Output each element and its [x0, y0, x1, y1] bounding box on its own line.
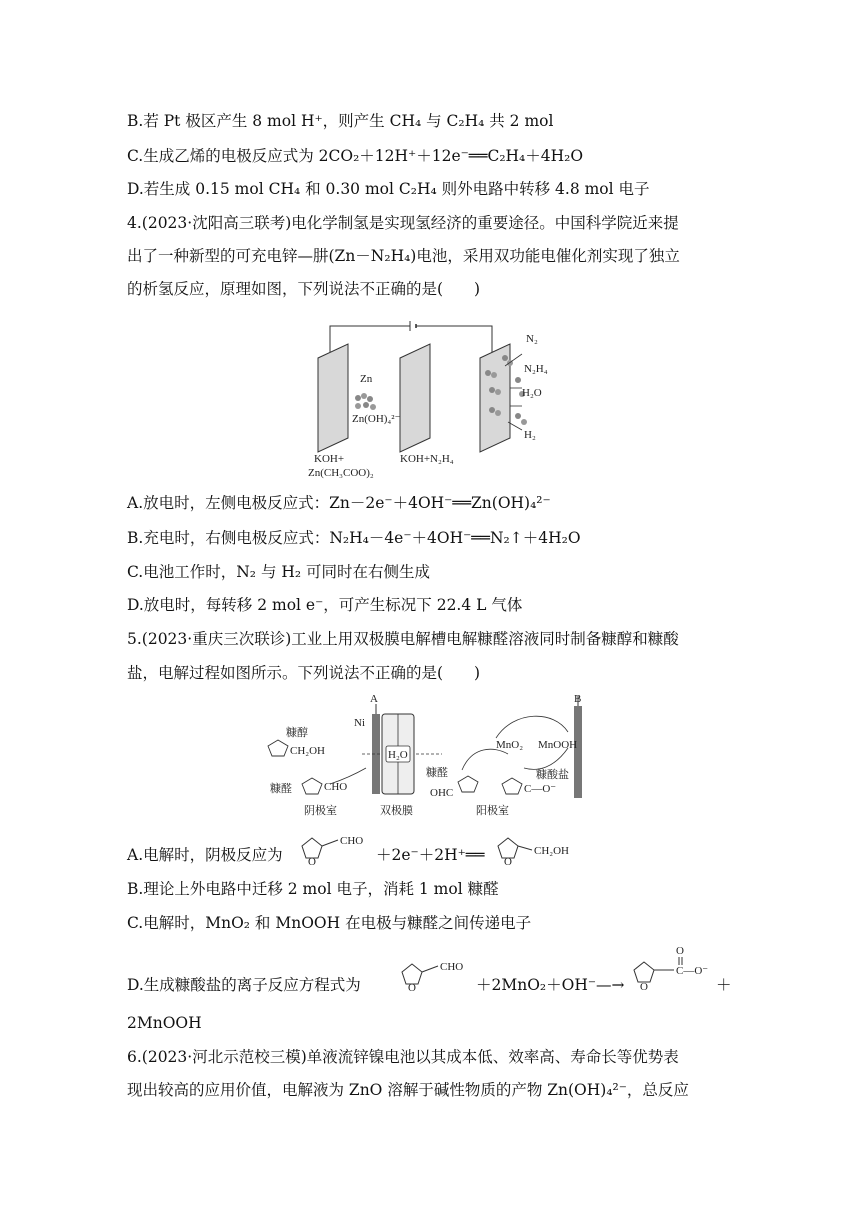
- carboxylate-group-label: C—O⁻: [676, 965, 709, 977]
- option-b-q4: B.充电时，右侧电极反应式：N₂H₄－4e⁻＋4OH⁻══N₂↑＋4H₂O: [127, 529, 581, 547]
- battery-diagram: [300, 318, 560, 480]
- option-a-q5-middle: ＋2e⁻＋2H⁺══: [376, 846, 485, 864]
- option-c-q5: C.电解时，MnO₂ 和 MnOOH 在电极与糠醛之间传递电子: [127, 914, 532, 932]
- furfural-left-label: 糠醛: [270, 782, 292, 795]
- middle-electrolyte: KOH+N₂H₄: [400, 453, 454, 465]
- carboxylate-label: C—O⁻: [524, 783, 557, 795]
- option-d-q4: D.放电时，每转移 2 mol e⁻，可产生标况下 22.4 L 气体: [127, 596, 523, 614]
- option-c-q4: C.电池工作时，N₂ 与 H₂ 可同时在右侧生成: [127, 563, 431, 581]
- carbonyl-oxygen-label: O: [676, 946, 684, 957]
- electrolysis-diagram: [262, 692, 602, 822]
- n2-label: N₂: [526, 333, 538, 345]
- h2o-label: H₂O: [522, 387, 542, 399]
- left-electrolyte-1: KOH+: [314, 453, 345, 465]
- option-d-q5-plus: ＋: [716, 976, 732, 994]
- question-6-line1: 6.(2023·河北示范校三模)单液流锌镍电池以其成本低、效率高、寿命长等优势表: [127, 1048, 679, 1066]
- bipolar-membrane-label: 双极膜: [380, 804, 413, 817]
- option-b-q5: B.理论上外电路中迁移 2 mol 电子，消耗 1 mol 糠醛: [127, 880, 499, 898]
- electrode-b-label: B: [574, 693, 582, 705]
- question-4-line1: 4.(2023·沈阳高三联考)电化学制氢是实现氢经济的重要途径。中国科学院近来提: [127, 214, 679, 232]
- cathode-chamber-label: 阴极室: [304, 804, 337, 817]
- furfural-right-label: 糠醛: [426, 766, 448, 779]
- anode-chamber-label: 阳极室: [476, 804, 509, 817]
- mno2-label: MnO₂: [496, 739, 524, 751]
- option-d-q3: D.若生成 0.15 mol CH₄ 和 0.30 mol C₂H₄ 则外电路中转移 4.8 mol 电子: [127, 180, 650, 198]
- furoate-label: 糠酸盐: [536, 768, 569, 781]
- left-electrolyte-2: Zn(CH₃COO)₂: [308, 467, 374, 479]
- ring-oxygen-label: O: [308, 856, 316, 866]
- zn-label: Zn: [360, 373, 373, 385]
- ohc-label: OHC: [430, 787, 454, 799]
- question-5-line1: 5.(2023·重庆三次联诊)工业上用双极膜电解槽电解糠醛溶液同时制备糠醇和糠酸: [127, 630, 679, 648]
- cho-label: CHO: [324, 781, 348, 793]
- n2h4-label: N₂H₄: [524, 363, 548, 375]
- option-d-q5-middle: ＋2MnO₂＋OH⁻—→: [476, 976, 625, 994]
- ni-label: Ni: [354, 717, 365, 729]
- h2-label: H₂: [524, 429, 536, 441]
- option-a-q5: A.电解时，阴极反应为: [127, 846, 283, 864]
- ring-oxygen-label-3: O: [408, 982, 416, 992]
- option-d-q5: D.生成糠酸盐的离子反应方程式为: [127, 976, 361, 994]
- question-5-line2: 盐，电解过程如图所示。下列说法不正确的是( ): [127, 664, 481, 682]
- cho-group-label: CHO: [340, 835, 364, 847]
- furfuryl-alcohol-structure: [494, 832, 584, 866]
- electrode-a-label: A: [370, 693, 378, 705]
- option-a-q4: A.放电时，左侧电极反应式：Zn－2e⁻＋4OH⁻══Zn(OH)₄²⁻: [127, 494, 551, 512]
- option-c-q3: C.生成乙烯的电极反应式为 2CO₂＋12H⁺＋12e⁻══C₂H₄＋4H₂O: [127, 147, 584, 165]
- option-b-q3: B.若 Pt 极区产生 8 mol H⁺，则产生 CH₄ 与 C₂H₄ 共 2 mol: [127, 112, 554, 130]
- mnooh-label: MnOOH: [538, 739, 578, 751]
- question-4-line3: 的析氢反应，原理如图，下列说法不正确的是( ): [127, 280, 481, 298]
- zincate-label: Zn(OH)₄²⁻: [352, 413, 401, 425]
- option-d-q5-cont: 2MnOOH: [127, 1014, 202, 1032]
- furfural-structure-a: [298, 832, 374, 866]
- cho-group-label-2: CHO: [440, 961, 464, 973]
- ring-oxygen-label-2: O: [504, 856, 512, 866]
- ch2oh-group-label: CH₂OH: [534, 845, 570, 857]
- furoate-structure: [630, 946, 714, 992]
- furfuryl-alcohol-label: 糠醇: [286, 726, 308, 739]
- question-6-line2: 现出较高的应用价值，电解液为 ZnO 溶解于碱性物质的产物 Zn(OH)₄²⁻，总反应: [127, 1081, 689, 1099]
- question-4-line2: 出了一种新型的可充电锌—肼(Zn－N₂H₄)电池，采用双功能电催化剂实现了独立: [127, 247, 680, 265]
- furfural-structure-d: [398, 958, 474, 992]
- ch2oh-label: CH₂OH: [290, 745, 326, 757]
- water-label: H₂O: [388, 749, 408, 761]
- ring-oxygen-label-4: O: [640, 981, 648, 992]
